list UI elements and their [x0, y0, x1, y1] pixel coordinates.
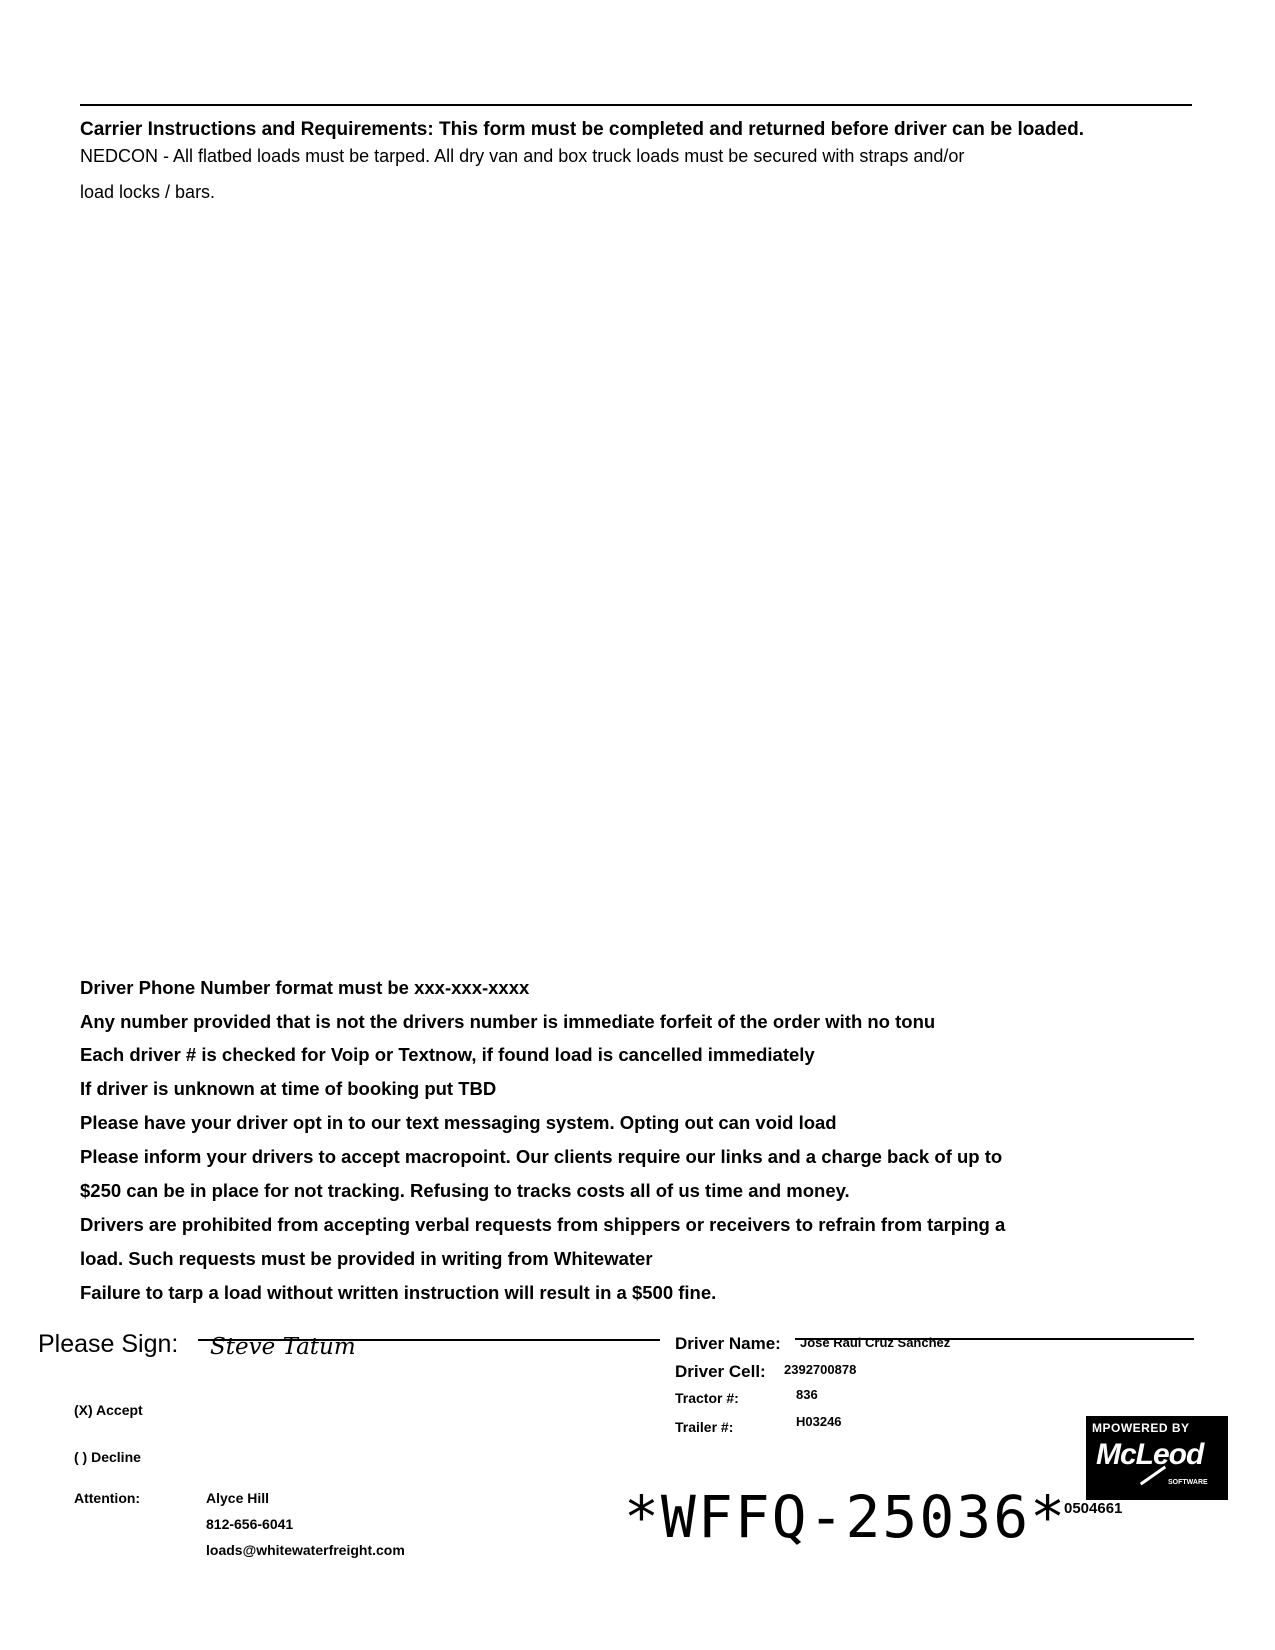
driver-name-label: Driver Name:	[675, 1334, 781, 1353]
attention-phone: 812-656-6041	[206, 1516, 294, 1532]
requirement-line: Please have your driver opt in to our text messaging system. Opting out can void load	[80, 1112, 837, 1133]
carrier-instructions-line-1: NEDCON - All flatbed loads must be tarped. All dry van and box truck loads must be secured with straps and/or	[80, 146, 965, 166]
trailer-value[interactable]: H03246	[796, 1414, 842, 1429]
driver-cell-value[interactable]: 2392700878	[784, 1362, 857, 1377]
tractor-label: Tractor #:	[675, 1390, 739, 1406]
badge-logo-text: McLeod	[1096, 1438, 1204, 1471]
requirement-line: Failure to tarp a load without written instruction will result in a $500 fine.	[80, 1282, 717, 1303]
driver-cell-label: Driver Cell:	[675, 1362, 766, 1381]
trailer-label: Trailer #:	[675, 1419, 734, 1435]
signature-field[interactable]: Steve Tatum	[210, 1334, 356, 1360]
driver-name-value[interactable]: Jose Raul Cruz Sanchez	[800, 1335, 951, 1350]
top-divider	[80, 104, 1192, 106]
badge-top-text: MPOWERED BY	[1092, 1421, 1190, 1435]
requirement-line: If driver is unknown at time of booking put TBD	[80, 1078, 497, 1099]
badge-sub-text: SOFTWARE	[1168, 1479, 1208, 1486]
requirement-line: load. Such requests must be provided in writing from Whitewater	[80, 1248, 653, 1269]
tractor-value[interactable]: 836	[796, 1387, 818, 1402]
attention-email[interactable]: loads@whitewaterfreight.com	[206, 1542, 405, 1558]
requirement-line: Drivers are prohibited from accepting verbal requests from shippers or receivers to refrain from tarping a	[80, 1214, 1006, 1235]
requirement-line: Each driver # is checked for Voip or Textnow, if found load is cancelled immediately	[80, 1044, 815, 1065]
requirement-line: Driver Phone Number format must be xxx-xxx-xxxx	[80, 977, 530, 998]
please-sign-label: Please Sign:	[38, 1330, 179, 1358]
attention-label: Attention:	[74, 1490, 141, 1506]
requirement-line: Any number provided that is not the drivers number is immediate forfeit of the order with no tonu	[80, 1011, 936, 1032]
carrier-instructions-line-2: load locks / bars.	[80, 182, 216, 202]
requirement-line: Please inform your drivers to accept macropoint. Our clients require our links and a charge back of up to	[80, 1146, 1003, 1167]
requirement-line: $250 can be in place for not tracking. Refusing to tracks costs all of us time and money.	[80, 1180, 850, 1201]
barcode-text: *WFFQ-25036*	[624, 1483, 1068, 1551]
accept-option[interactable]: (X) Accept	[74, 1402, 143, 1418]
order-number: 0504661	[1064, 1500, 1123, 1517]
carrier-instructions-title: Carrier Instructions and Requirements: This form must be completed and returned before driver can be loaded.	[80, 119, 1085, 140]
powered-by-mcleod-logo	[1086, 1416, 1228, 1500]
attention-name: Alyce Hill	[206, 1490, 270, 1506]
decline-option[interactable]: ( ) Decline	[74, 1449, 141, 1465]
